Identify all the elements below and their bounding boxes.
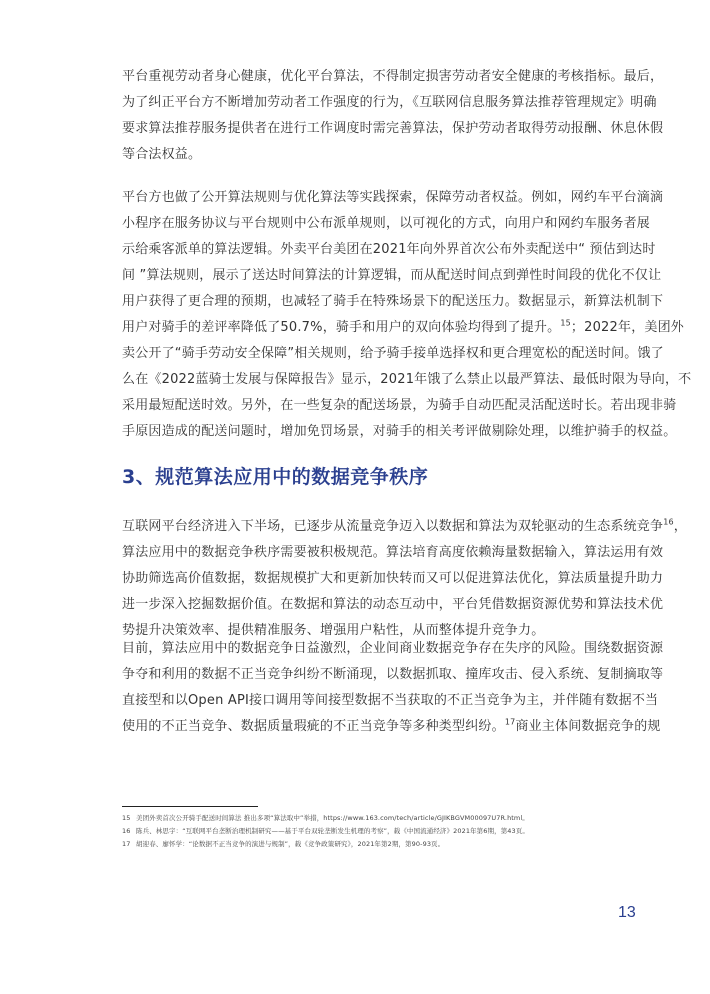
paragraph-line: 卖公开了“骑手劳动安全保障”相关规则，给予骑手接单选择权和更合理宽松的配送时间。饿了 xyxy=(122,346,664,361)
paragraph-line: 为了纠正平台方不断增加劳动者工作强度的行为，《互联网信息服务算法推荐管理规定》明确 xyxy=(122,95,657,110)
paragraph-line: 间 ”算法规则，展示了送达时间算法的计算逻辑，而从配送时间点到弹性时间段的优化不仅让 xyxy=(122,268,662,283)
paragraph-line: 平台重视劳动者身心健康，优化平台算法，不得制定损害劳动者安全健康的考核指标。最后， xyxy=(122,69,664,84)
footnote-text: 胡迎春、廖怀学：“论数据不正当竞争的演进与规制”，载《竞争政策研究》，2021年第2期，第90-93页。 xyxy=(136,840,445,848)
line-text: 使用的不正当竞争、数据质量瑕疵的不正当竞争等多种类型纠纷。 xyxy=(122,719,505,734)
footnote-divider xyxy=(122,806,258,807)
line-text: ；2022年，美团外 xyxy=(570,320,684,335)
paragraph-line: 算法应用中的数据竞争秩序需要被积极规范。算法培育高度依赖海量数据输入，算法运用有效 xyxy=(122,545,664,560)
paragraph-line: 示给乘客派单的算法逻辑。外卖平台美团在2021年向外界首次公布外卖配送中“ 预估到达时 xyxy=(122,242,656,257)
footnote-ref-15[interactable]: 15 xyxy=(560,318,571,328)
paragraph-line: 势提升决策效率、提供精准服务、增强用户粘性，从而整体提升竞争力。 xyxy=(122,623,545,638)
paragraph-1 xyxy=(122,64,664,168)
paragraph-line: 直接型和以Open API接口调用等间接型数据不当获取的不正当竞争为主，并伴随有数据不当 xyxy=(122,693,659,708)
section-title: 3、规范算法应用中的数据竞争秩序 xyxy=(122,466,429,488)
paragraph-line: 进一步深入挖掘数据价值。在数据和算法的动态互动中，平台凭借数据资源优势和算法技术优 xyxy=(122,597,664,612)
paragraph-line: 手原因造成的配送问题时，增加免罚场景，对骑手的相关考评做剔除处理，以维护骑手的权益。 xyxy=(122,424,677,439)
line-text: 互联网平台经济进入下半场，已逐步从流量竞争迈入以数据和算法为双轮驱动的生态系统竞争 xyxy=(122,519,664,534)
footnote-text[interactable]: 美团外卖首次公开骑手配送时间算法 推出多项“算法取中”举措，https://www.163.com/tech/article/GJIKBGVM00097U7R.html。 xyxy=(136,814,529,822)
footnote-number: 15 xyxy=(122,814,131,822)
paragraph-line xyxy=(122,514,687,540)
line-text: 用户对骑手的差评率降低了50.7%，骑手和用户的双向体验均得到了提升。 xyxy=(122,320,561,335)
page-number: 13 xyxy=(618,904,636,921)
paragraph-2 xyxy=(122,185,692,445)
paragraph-line: 小程序在服务协议与平台规则中公布派单规则，以可视化的方式，向用户和网约车服务者展 xyxy=(122,216,651,231)
paragraph-4 xyxy=(122,636,664,740)
line-text: 商业主体间数据竞争的规 xyxy=(515,719,661,734)
footnote-16 xyxy=(122,825,652,838)
paragraph-line: 争夺和利用的数据不正当竞争纠纷不断涌现，以数据抓取、撞库攻击、侵入系统、复制摘取等 xyxy=(122,667,664,682)
paragraph-line: 采用最短配送时效。另外，在一些复杂的配送场景，为骑手自动匹配灵活配送时长。若出现非骑 xyxy=(122,398,677,413)
footnote-15 xyxy=(122,812,652,825)
paragraph-line xyxy=(122,315,684,341)
footnote-number: 17 xyxy=(122,840,131,848)
paragraph-line: 等合法权益。 xyxy=(122,147,202,162)
line-text: ， xyxy=(673,519,687,534)
footnote-ref-17[interactable]: 17 xyxy=(504,717,516,727)
paragraph-3 xyxy=(122,514,687,644)
paragraph-line: 要求算法推荐服务提供者在进行工作调度时需完善算法，保护劳动者取得劳动报酬、休息休假 xyxy=(122,121,664,136)
footnote-17 xyxy=(122,838,652,851)
paragraph-line: 平台方也做了公开算法规则与优化算法等实践探索，保障劳动者权益。例如，网约车平台滴滴 xyxy=(122,190,664,205)
paragraph-line: 协助筛选高价值数据，数据规模扩大和更新加快转而又可以促进算法优化，算法质量提升助力 xyxy=(122,571,664,586)
paragraph-line: 么在《2022蓝骑士发展与保障报告》显示，2021年饿了么禁止以最严算法、最低时限为导向，不 xyxy=(122,372,692,387)
paragraph-line: 目前，算法应用中的数据竞争日益激烈，企业间商业数据竞争存在失序的风险。围绕数据资源 xyxy=(122,641,664,656)
paragraph-line: 用户获得了更合理的预期，也减轻了骑手在特殊场景下的配送压力。数据显示，新算法机制下 xyxy=(122,294,664,309)
footnote-text: 陈兵、林思宇：“互联网平台垄断治理机制研究——基于平台双轮垄断发生机理的考察”，载《中国流通经济》2021年第6期，第43页。 xyxy=(136,827,529,835)
footnote-number: 16 xyxy=(122,827,131,835)
footnote-ref-16[interactable]: 16 xyxy=(663,517,674,527)
paragraph-line xyxy=(122,714,661,740)
footnotes xyxy=(122,812,652,851)
